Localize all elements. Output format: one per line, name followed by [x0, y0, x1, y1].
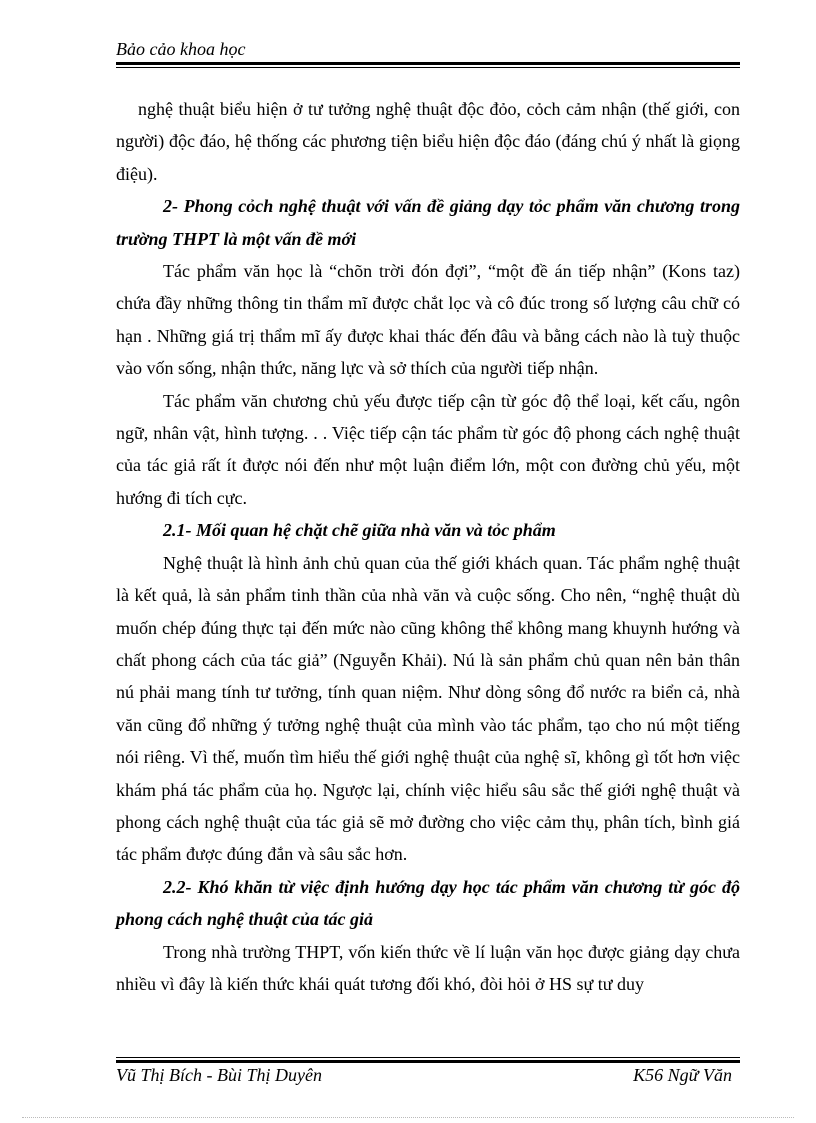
paragraph-1: nghệ thuật biểu hiện ở tư tưởng nghệ thuật độc đỏo, cỏch cảm nhận (thế giới, con người) độc đáo, hệ thống các phương tiện biểu hiện độc đáo (đáng chú ý nhất là giọng điệu).	[116, 99, 740, 184]
paragraph-2: Tác phẩm văn học là “chõn trời đón đợi”, “một đề án tiếp nhận” (Kons taz) chứa đầy những thông tin thẩm mĩ được chắt lọc và cô đúc trong số lượng câu chữ có hạn . Những giá trị thẩm mĩ ấy được khai thác đến đâu và bằng cách nào là tuỳ thuộc vào vốn sống, nhận thức, năng lực và sở thích của người tiếp nhận.	[116, 261, 740, 379]
footer-class: K56 Ngữ Văn	[633, 1065, 732, 1085]
section-heading-2-2: 2.2- Khó khăn từ việc định hướng dạy học tác phẩm văn chương từ góc độ phong cách nghệ thuật của tác giả	[116, 876, 740, 930]
section-heading-2: 2- Phong cỏch nghệ thuật với vấn đề giảng dạy tỏc phẩm văn chương trong trường THPT là một vấn đề mới	[116, 196, 740, 249]
page-header	[116, 38, 740, 60]
paragraph-5: Trong nhà trường THPT, vốn kiến thức về lí luận văn học được giảng dạy chưa nhiều vì đây là kiến thức khái quát tương đối khó, đòi hỏi ở HS sự tư duy	[116, 941, 740, 994]
document-body	[116, 93, 740, 1000]
section-heading-2-1: 2.1- Mối quan hệ chặt chẽ giữa nhà văn và tỏc phẩm	[163, 520, 556, 541]
header-rule	[116, 62, 740, 68]
header-title: Bảo cảo khoa học	[116, 39, 246, 59]
footer-authors: Vũ Thị Bích - Bùi Thị Duyên	[116, 1065, 322, 1085]
page-edge-divider	[22, 1117, 794, 1118]
paragraph-3: Tác phẩm văn chương chủ yếu được tiếp cận từ góc độ thể loại, kết cấu, ngôn ngữ, nhân vật, hình tượng. . . Việc tiếp cận tác phẩm từ góc độ phong cách nghệ thuật của tác giả rất ít được nói đến như một luận điểm lớn, một con đường chủ yếu, một hướng đi tích cực.	[116, 390, 740, 508]
footer-rule	[116, 1057, 740, 1063]
paragraph-4: Nghệ thuật là hình ảnh chủ quan của thế giới khách quan. Tác phẩm nghệ thuật là kết quả, là sản phẩm tinh thần của nhà văn và cuộc sống. Cho nên, “nghệ thuật dù muốn chép đúng thực tại đến mức nào cũng không thể không mang khuynh hướng và chất phong cách của tác giả” (Nguyễn Khải). Nú là sản phẩm chủ quan nên bản thân nú phải mang tính tư tưởng, tính quan niệm. Như dòng sông đổ nước ra biển cả, nhà văn cũng đổ những ý tưởng nghệ thuật của mình vào tác phẩm, tạo cho nú một tiếng nói riêng. Vì thế, muốn tìm hiểu thế giới nghệ thuật của nghệ sĩ, không gì tốt hơn việc khám phá tác phẩm của họ. Ngược lại, chính việc hiểu sâu sắc thế giới nghệ thuật và phong cách nghệ thuật của tác giả sẽ mở đường cho việc cảm thụ, phân tích, bình giá tác phẩm được đúng đắn và sâu sắc hơn.	[116, 552, 740, 865]
